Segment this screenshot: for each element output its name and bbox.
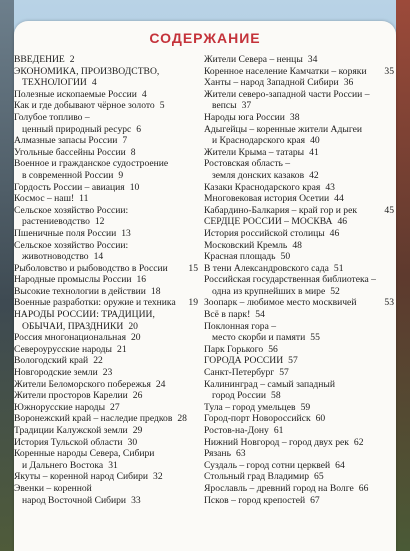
toc-page-number: 15 [188, 262, 198, 274]
toc-entry-title: Кабардино-Балкария – край гор и рек [204, 204, 358, 216]
toc-entry-title: Сельское хозяйство России: [14, 239, 129, 251]
toc-entry [204, 100, 394, 112]
toc-entry [204, 495, 394, 507]
toc-page-number: 42 [309, 169, 319, 181]
toc-entry-title: Народы юга России [204, 111, 285, 123]
toc-entry [204, 367, 394, 379]
toc-page-number: 26 [132, 390, 143, 402]
toc-entry [14, 344, 198, 356]
toc-entry-title: Новгородские земли [14, 367, 98, 379]
toc-entry [14, 251, 198, 263]
toc-entry [14, 158, 198, 170]
toc-page-number: 55 [310, 332, 320, 344]
toc-entry [14, 216, 198, 228]
toc-entry-title: Тула – город умельцев [204, 401, 296, 413]
toc-page-number: 36 [343, 77, 354, 89]
toc-entry-title: В тени Александровского сада [204, 262, 329, 274]
toc-entry [14, 495, 198, 507]
toc-entry-title: город России [212, 390, 267, 402]
toc-entry-title: История Тульской области [14, 436, 123, 448]
toc-entry-title: Вологодский край [14, 355, 89, 367]
toc-entry [204, 437, 394, 449]
toc-entry [14, 448, 198, 460]
toc-entry [204, 112, 394, 124]
toc-entry [14, 66, 198, 78]
toc-entry [204, 379, 394, 391]
toc-entry-title: Голубое топливо – [14, 111, 90, 123]
toc-entry-title: Псков – город крепостей [204, 494, 306, 506]
toc-page-number: 57 [279, 367, 289, 379]
toc-entry [14, 413, 198, 425]
toc-page-number: 7 [122, 135, 128, 147]
toc-entry-title: СЕРДЦЕ РОССИИ – МОСКВА [204, 216, 333, 228]
toc-entry [14, 379, 198, 391]
toc-page-number: 33 [131, 494, 141, 506]
toc-entry-title: Народные промыслы России [14, 274, 132, 286]
toc-page-number: 52 [330, 285, 340, 297]
toc-entry [204, 135, 394, 147]
contents-column-right [204, 54, 394, 506]
toc-entry [204, 297, 394, 309]
toc-page-number: 18 [150, 285, 161, 297]
toc-entry [14, 437, 198, 449]
toc-entry [14, 332, 198, 344]
toc-page-number: 21 [117, 343, 127, 355]
toc-entry-title: Россия многонациональная [14, 332, 126, 344]
toc-entry-title: Многовековая история Осетии [204, 193, 330, 205]
toc-entry [204, 448, 394, 460]
toc-entry-title: ВВЕДЕНИЕ [14, 54, 65, 65]
toc-page-number: 63 [235, 448, 246, 460]
toc-entry [204, 89, 394, 101]
toc-entry-title: Поклонная гора – [204, 320, 277, 332]
toc-entry [204, 158, 394, 170]
toc-entry-title: Жители Севера – ненцы [204, 54, 303, 65]
toc-entry-title: Как и где добывают чёрное золото [14, 100, 155, 112]
toc-entry [14, 321, 198, 333]
toc-page-number: 14 [93, 251, 104, 263]
toc-entry [204, 170, 394, 182]
toc-entry [204, 240, 394, 252]
toc-entry-title: ЭКОНОМИКА, ПРОИЗВОДСТВО, [14, 65, 160, 77]
toc-entry-title: Санкт-Петербург [204, 367, 275, 379]
toc-entry-title: Высокие технологии в действии [14, 285, 146, 297]
toc-page-number: 43 [325, 181, 335, 193]
toc-entry-title: Эвенки – коренной [14, 482, 92, 494]
toc-entry-title: Город-порт Новороссийск [204, 413, 311, 425]
toc-entry-title: Московский Кремль [204, 239, 288, 251]
toc-entry [204, 402, 394, 414]
toc-entry [14, 228, 198, 240]
toc-entry-title: Нижний Новгород – город двух рек [204, 436, 349, 448]
page-title: СОДЕРЖАНИЕ [149, 30, 261, 46]
toc-page-number: 34 [307, 54, 318, 65]
toc-entry-title: Космос – наш! [14, 193, 75, 205]
toc-page-number: 5 [159, 100, 165, 112]
toc-entry-title: Рязань [204, 448, 231, 460]
toc-entry [204, 124, 394, 136]
toc-page-number: 45 [384, 204, 394, 216]
toc-entry-title: Ростов-на-Дону [204, 425, 269, 436]
toc-entry-title: Жители Крыма – татары [204, 146, 305, 158]
toc-entry-title: Военное и гражданское судостроение [14, 158, 169, 170]
toc-entry [14, 390, 198, 402]
toc-entry-title: Южнорусские народы [14, 401, 106, 413]
toc-page-number: 19 [188, 297, 198, 309]
toc-entry-title: ТЕХНОЛОГИИ [22, 77, 87, 89]
toc-page-number: 65 [314, 471, 324, 483]
toc-page-number: 13 [121, 227, 131, 239]
toc-page-number: 51 [333, 262, 344, 274]
toc-entry [14, 89, 198, 101]
contents-column-left [14, 54, 198, 506]
toc-entry [14, 54, 198, 66]
toc-entry [14, 112, 198, 124]
toc-entry-title: Традиции Калужской земли [14, 425, 128, 436]
toc-entry-title: в современной России [22, 169, 114, 181]
toc-entry [14, 193, 198, 205]
toc-entry-title: ОБЫЧАИ, ПРАЗДНИКИ [22, 320, 124, 332]
toc-page-number: 66 [358, 482, 369, 494]
toc-entry [14, 100, 198, 112]
toc-entry-title: Гордость России – авиация [14, 181, 125, 193]
toc-page-number: 32 [153, 471, 163, 483]
toc-entry [204, 193, 394, 205]
toc-entry [14, 124, 198, 136]
toc-entry [14, 182, 198, 194]
toc-page-number: 57 [288, 355, 298, 367]
toc-entry [204, 205, 394, 217]
toc-entry-title: Якуты – коренной народ Сибири [14, 471, 149, 483]
toc-page-number: 59 [300, 401, 311, 413]
toc-page-number: 9 [118, 169, 124, 181]
toc-entry-title: Североурусские народы [14, 343, 113, 355]
toc-entry-title: Казаки Краснодарского края [204, 181, 321, 193]
toc-page-number: 38 [289, 111, 300, 123]
toc-entry-title: Угольные бассейны России [14, 146, 126, 158]
toc-entry [204, 390, 394, 402]
toc-entry-title: народ Восточной Сибири [22, 494, 127, 506]
toc-page-number: 4 [141, 88, 147, 100]
toc-entry-title: Жители просторов Карелии [14, 390, 128, 402]
toc-entry [14, 147, 198, 159]
toc-page-number: 27 [110, 401, 120, 413]
toc-entry [14, 297, 198, 309]
toc-page-number: 41 [309, 146, 319, 158]
toc-entry [204, 355, 394, 367]
toc-entry-title: и Краснодарского края [212, 135, 306, 147]
toc-entry-title: Воронежский край – наследие предков [14, 413, 173, 425]
toc-entry-title: Жители Беломорского побережья [14, 378, 151, 390]
toc-page-number: 35 [384, 65, 394, 77]
toc-page-number: 8 [130, 146, 136, 158]
toc-page-number: 20 [128, 320, 138, 332]
toc-entry-title: Рыболовство и рыбоводство в России [14, 262, 168, 274]
toc-entry-title: Жители северо-западной части России – [204, 88, 370, 100]
toc-entry-title: Ярославль – древний город на Волге [204, 482, 354, 494]
toc-entry-title: Сельское хозяйство России: [14, 204, 129, 216]
toc-entry-title: Суздаль – город сотни церквей [204, 459, 331, 471]
toc-entry [14, 274, 198, 286]
toc-page-number: 11 [79, 193, 89, 205]
toc-entry [14, 367, 198, 379]
toc-entry [204, 321, 394, 333]
toc-page-number: 29 [132, 425, 143, 436]
toc-entry [204, 147, 394, 159]
toc-entry-title: Всё в парк! [204, 309, 251, 321]
toc-page-number: 46 [329, 227, 340, 239]
toc-entry [14, 286, 198, 298]
toc-entry [204, 332, 394, 344]
toc-entry-title: ГОРОДА РОССИИ [204, 355, 284, 367]
toc-entry-title: Коренные народы Севера, Сибири [14, 448, 155, 460]
toc-entry [14, 355, 198, 367]
toc-entry [14, 205, 198, 217]
background-photo-right [396, 0, 410, 551]
toc-entry-title: Адыгейцы – коренные жители Адыгеи [204, 123, 363, 135]
toc-entry [204, 263, 394, 275]
toc-entry-title: земля донских казаков [212, 169, 305, 181]
toc-entry-title: Красная площадь [204, 251, 276, 263]
toc-entry-title: животноводство [22, 251, 89, 263]
toc-entry [204, 344, 394, 356]
toc-entry-title: НАРОДЫ РОССИИ: ТРАДИЦИИ, [14, 309, 155, 321]
toc-entry-title: Полезные ископаемые России [14, 88, 137, 100]
toc-page-number: 40 [310, 135, 320, 147]
toc-page-number: 31 [108, 459, 118, 471]
toc-entry [204, 460, 394, 472]
toc-page-number: 44 [334, 193, 344, 205]
toc-page-number: 53 [384, 297, 394, 309]
toc-entry [204, 66, 394, 78]
toc-entry [204, 54, 394, 66]
toc-entry [204, 309, 394, 321]
toc-entry [14, 471, 198, 483]
toc-entry [204, 182, 394, 194]
toc-page-number: 50 [280, 251, 291, 263]
toc-entry-title: Ханты – народ Западной Сибири [204, 77, 339, 89]
toc-entry [204, 425, 394, 437]
toc-page-number: 54 [255, 309, 265, 321]
toc-page-number: 56 [268, 343, 278, 355]
toc-entry-title: Стольный град Владимир [204, 471, 310, 483]
toc-entry-title: Коренное население Камчатки – коряки [204, 65, 367, 77]
toc-entry-title: ценный природный ресурс [22, 123, 132, 135]
toc-entry-title: Калининград – самый западный [204, 378, 335, 390]
toc-page-number: 23 [102, 367, 113, 379]
toc-entry-title: Зоопарк – любимое место москвичей [204, 297, 357, 309]
toc-entry [204, 274, 394, 286]
toc-page-number: 4 [91, 77, 97, 89]
toc-entry [14, 402, 198, 414]
toc-entry-title: и Дальнего Востока [22, 459, 104, 471]
toc-entry-title: История российской столицы [204, 227, 325, 239]
toc-page-number: 12 [94, 216, 105, 228]
toc-entry [204, 286, 394, 298]
toc-entry-title: место скорби и памяти [212, 332, 306, 344]
toc-page-number: 28 [177, 413, 187, 425]
toc-page-number: 24 [155, 378, 166, 390]
toc-page-number: 46 [337, 216, 348, 228]
toc-page-number: 58 [271, 390, 281, 402]
toc-entry-title: Российская государственная библиотека – [204, 274, 376, 286]
toc-entry [14, 240, 198, 252]
toc-page-number: 60 [315, 413, 326, 425]
toc-entry [204, 471, 394, 483]
toc-page-number: 22 [93, 355, 103, 367]
background-photo-left [0, 0, 14, 551]
toc-page-number: 61 [273, 425, 284, 436]
toc-page-number: 6 [136, 123, 142, 135]
toc-entry-title: растениеводство [22, 216, 90, 228]
toc-page-number: 48 [292, 239, 302, 251]
toc-entry-title: вепсы [212, 100, 237, 112]
toc-page-number: 2 [69, 54, 75, 65]
toc-entry [14, 170, 198, 182]
toc-page-number: 16 [136, 274, 147, 286]
toc-entry [14, 77, 198, 89]
toc-entry [14, 263, 198, 275]
toc-page-number: 62 [353, 436, 364, 448]
toc-entry-title: Ростовская область – [204, 158, 291, 170]
toc-page-number: 64 [335, 459, 345, 471]
toc-page-number: 67 [310, 494, 320, 506]
toc-entry-title: Алмазные запасы России [14, 135, 118, 147]
toc-entry-title: Парк Горького [204, 343, 264, 355]
toc-entry [204, 251, 394, 263]
toc-entry-title: Военные разработки: оружие и техника [14, 297, 176, 309]
toc-entry [14, 483, 198, 495]
toc-entry [14, 309, 198, 321]
contents-page [14, 21, 396, 551]
toc-entry [204, 77, 394, 89]
toc-entry [204, 483, 394, 495]
toc-page-number: 30 [127, 436, 138, 448]
toc-entry [204, 228, 394, 240]
toc-entry [204, 413, 394, 425]
toc-page-number: 37 [241, 100, 252, 112]
toc-entry [14, 425, 198, 437]
toc-page-number: 10 [129, 181, 140, 193]
toc-entry [14, 460, 198, 472]
toc-entry [14, 135, 198, 147]
toc-page-number: 20 [131, 332, 141, 344]
toc-entry [204, 216, 394, 228]
toc-entry-title: одна из крупнейших в мире [212, 285, 326, 297]
toc-entry-title: Пшеничные поля России [14, 227, 117, 239]
